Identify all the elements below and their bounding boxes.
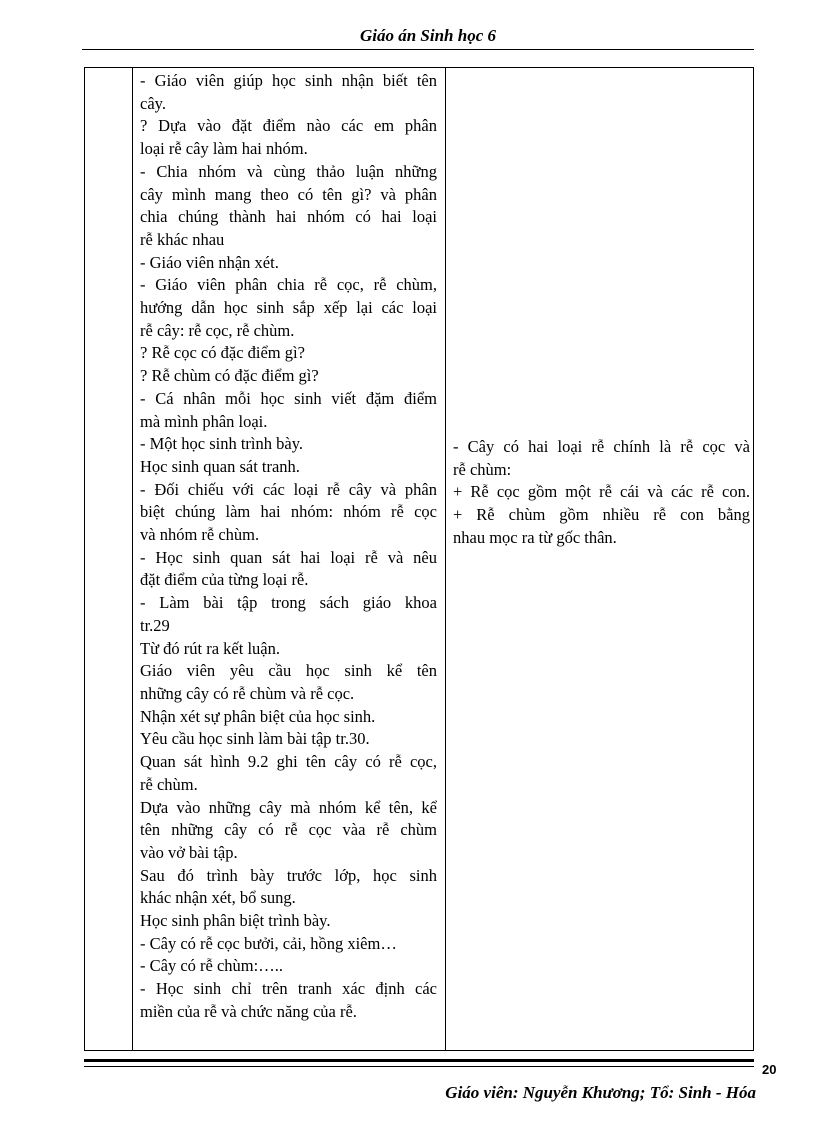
text-line: rễ cây: rễ cọc, rễ chùm.: [140, 320, 295, 340]
page-title: Giáo án Sinh học 6: [359, 26, 497, 45]
footer-author: Giáo viên: Nguyễn Khương; Tổ: Sinh - Hóa: [445, 1083, 756, 1102]
lesson-content-cell: [453, 436, 750, 550]
text-line: những cây có rễ chùm và rễ cọc.: [140, 683, 355, 703]
footer-divider: [84, 1059, 754, 1062]
text-line: - Cá nhân mỗi học sinh viết đặm điểm: [140, 388, 437, 408]
text-line: rễ chùm:: [453, 459, 512, 479]
teacher-student-activities-cell: [140, 70, 437, 1024]
text-line: Yêu cầu học sinh làm bài tập tr.30.: [140, 729, 370, 749]
text-line: Sau đó trình bày trước lớp, học sinh: [140, 865, 437, 885]
text-line: tên những cây có rễ cọc vàa rễ chùm: [140, 820, 437, 840]
text-line: + Rễ cọc gồm một rễ cái và các rễ con.: [453, 482, 750, 502]
text-line: cây.: [140, 93, 166, 113]
text-line: Giáo viên yêu cầu học sinh kể tên: [140, 661, 437, 681]
text-line: mà mình phân loại.: [140, 411, 268, 431]
text-line: tr.29: [140, 615, 170, 635]
text-line: ? Rễ cọc có đặc điểm gì?: [140, 343, 305, 363]
text-line: và nhóm rễ chùm.: [140, 525, 260, 545]
text-line: chia chúng thành hai nhóm có hai loại: [140, 207, 437, 227]
text-line: - Cây có hai loại rễ chính là rễ cọc và: [453, 437, 750, 456]
footer-divider-thin: [84, 1066, 754, 1067]
header-divider: [82, 49, 754, 50]
text-line: biệt chúng làm hai nhóm: nhóm rễ cọc: [140, 502, 437, 522]
text-line: Quan sát hình 9.2 ghi tên cây có rễ cọc,: [140, 752, 437, 772]
page-number: 20: [762, 1062, 777, 1077]
text-line: - Giáo viên nhận xét.: [140, 252, 279, 272]
table-column-divider: [445, 68, 446, 1050]
text-line: Học sinh quan sát tranh.: [140, 456, 300, 476]
text-line: - Một học sinh trình bày.: [140, 434, 303, 454]
text-line: Dựa vào những cây mà nhóm kể tên, kể: [140, 797, 437, 817]
text-line: + Rễ chùm gồm nhiều rễ con bằng: [453, 505, 750, 525]
text-line: ? Rễ chùm có đặc điểm gì?: [140, 366, 319, 386]
text-line: rễ chùm.: [140, 774, 198, 794]
text-line: loại rễ cây làm hai nhóm.: [140, 139, 308, 159]
text-line: - Giáo viên giúp học sinh nhận biết tên: [140, 71, 437, 90]
text-line: - Học sinh quan sát hai loại rễ và nêu: [140, 547, 437, 567]
text-line: - Làm bài tập trong sách giáo khoa: [140, 593, 437, 613]
text-line: vào vở bài tập.: [140, 842, 238, 862]
text-line: - Giáo viên phân chia rễ cọc, rễ chùm,: [140, 275, 437, 295]
text-line: Học sinh phân biệt trình bày.: [140, 911, 331, 931]
text-line: nhau mọc ra từ gốc thân.: [453, 527, 617, 547]
text-line: rễ khác nhau: [140, 229, 225, 249]
text-line: - Đối chiếu với các loại rễ cây và phân: [140, 479, 437, 499]
text-line: - Học sinh chỉ trên tranh xác định các: [140, 979, 437, 999]
text-line: - Chia nhóm và cùng thảo luận những: [140, 161, 437, 181]
lesson-table: [84, 67, 754, 1051]
table-column-divider: [132, 68, 133, 1050]
text-line: đặt điểm của từng loại rễ.: [140, 570, 309, 590]
text-line: ? Dựa vào đặt điểm nào các em phân: [140, 116, 437, 136]
text-line: - Cây có rễ cọc bưởi, cải, hồng xiêm…: [140, 933, 397, 953]
text-line: Nhận xét sự phân biệt của học sinh.: [140, 706, 376, 726]
text-line: hướng dẫn học sinh sắp xếp lại các loại: [140, 298, 437, 318]
text-line: khác nhận xét, bổ sung.: [140, 888, 296, 908]
text-line: - Cây có rễ chùm:…..: [140, 956, 283, 976]
text-line: Từ đó rút ra kết luận.: [140, 638, 280, 658]
text-line: miền của rễ và chức năng của rễ.: [140, 1001, 357, 1021]
text-line: cây mình mang theo có tên gì? và phân: [140, 184, 437, 204]
